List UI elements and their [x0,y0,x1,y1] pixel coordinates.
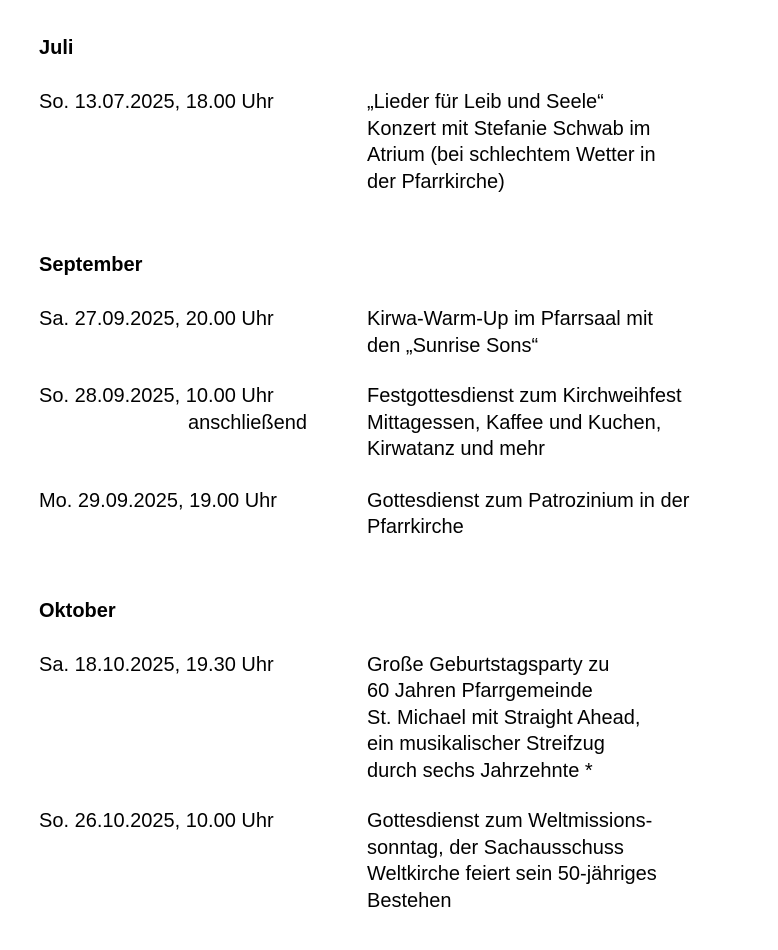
description-line: Gottesdienst zum Patrozinium in der [367,489,690,512]
event-datetime [39,488,307,515]
event-time-note: anschließend [188,411,307,434]
description-line: Festgottesdienst zum Kirchweihfest [367,385,682,407]
description-line: der Pfarrkirche) [367,170,505,193]
event-entry [39,89,759,195]
event-entry [39,652,759,785]
event-date: So. 26.10.2025, 10.00 Uhr [39,810,274,832]
description-line: den „Sunrise Sons“ [367,334,539,357]
event-description [367,488,759,541]
month-heading-september: September [39,254,143,276]
event-description [367,306,759,359]
event-entry [39,488,759,541]
description-line: 60 Jahren Pfarrgemeinde [367,680,593,702]
description-line: Pfarrkirche [367,516,464,538]
description-line: Mittagessen, Kaffee und Kuchen, [367,411,662,434]
description-line: durch sechs Jahrzehnte * [367,759,593,782]
description-line: Konzert mit Stefanie Schwab im [367,117,651,140]
description-line: ein musikalischer Streifzug [367,733,605,755]
description-line: Bestehen [367,889,452,912]
event-datetime [39,652,307,679]
event-description [367,808,759,914]
event-date: So. 13.07.2025, 18.00 Uhr [39,91,274,113]
event-description [367,89,759,195]
description-line: Gottesdienst zum Weltmissions- [367,810,653,832]
event-description [367,652,759,785]
month-heading-juli: Juli [39,37,74,59]
description-line: „Lieder für Leib und Seele“ [367,91,604,113]
event-date: Sa. 27.09.2025, 20.00 Uhr [39,308,274,330]
event-date: Sa. 18.10.2025, 19.30 Uhr [39,653,274,676]
description-line: St. Michael mit Straight Ahead, [367,706,641,729]
description-line: Kirwatanz und mehr [367,438,545,460]
event-calendar [39,34,759,914]
event-date: So. 28.09.2025, 10.00 Uhr [39,385,274,407]
description-line: Weltkirche feiert sein 50-jähriges [367,863,657,885]
event-entry [39,383,759,463]
description-line: Große Geburtstagsparty zu [367,653,610,676]
description-line: Kirwa-Warm-Up im Pfarrsaal mit [367,308,653,330]
event-datetime [39,383,307,436]
event-datetime [39,89,307,116]
event-date: Mo. 29.09.2025, 19.00 Uhr [39,489,277,512]
description-line: Atrium (bei schlechtem Wetter in [367,144,656,166]
description-line: sonntag, der Sachausschuss [367,836,624,859]
month-heading-oktober: Oktober [39,599,116,622]
event-datetime [39,808,307,835]
event-description [367,383,759,463]
event-entry [39,306,759,359]
event-datetime [39,306,307,333]
event-entry [39,808,759,914]
